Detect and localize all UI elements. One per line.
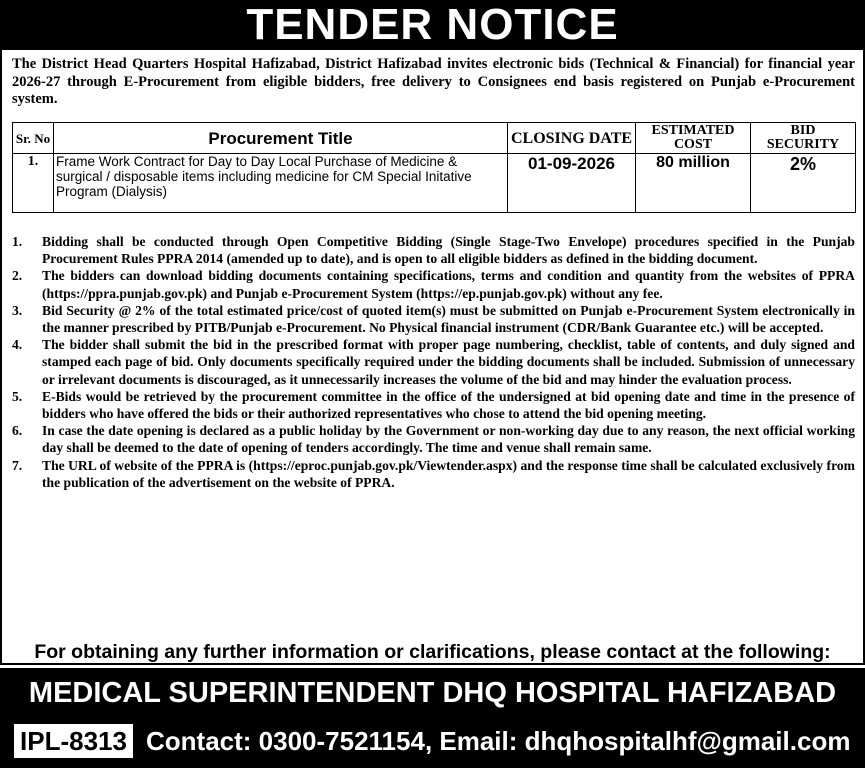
term-number: 1.: [12, 234, 23, 249]
list-item: [12, 267, 855, 301]
table-row: [13, 154, 856, 213]
term-number: 4.: [12, 337, 23, 353]
term-text: In case the date opening is declared as a public holiday by the Government or non-working day due to any reason, the next official working day shall be deemed to the date of opening of tenders accordingly. The time and venue shall remain same.: [42, 423, 855, 456]
cell-procurement-title: Frame Work Contract for Day to Day Local Purchase of Medicine & surgical / disposable items including medicine for CM Special Initative Program (Dialysis): [54, 154, 508, 213]
terms-list: [12, 233, 855, 491]
cell-estimated-cost: 80 million: [636, 154, 751, 213]
contact-instruction: For obtaining any further information or clarifications, please contact at the following:: [34, 641, 831, 663]
term-text: E-Bids would be retrieved by the procurement committee in the office of the undersigned at bid opening date and time in the presence of bidders who have offered the bids or their authorized representatives who chose to attend the bid opening meeting.: [42, 388, 855, 422]
term-text: The URL of website of the PPRA is (https://eproc.punjab.gov.pk/Viewtender.aspx) and the response time shall be calculated exclusively from the publication of the advertisement on the website of PPRA.: [42, 457, 855, 490]
term-number: 6.: [12, 423, 23, 439]
cell-sr-no: 1.: [13, 154, 54, 213]
table-header-row: [13, 123, 856, 154]
contact-details: Contact: 0300-7521154, Email: dhqhospitalhf@gmail.com: [146, 726, 851, 756]
term-number: 3.: [12, 302, 23, 318]
header-estimated-cost: ESTIMATED COST: [636, 123, 751, 154]
header-closing-date: CLOSING DATE: [508, 123, 636, 154]
term-number: 5.: [12, 388, 23, 404]
title-banner: [0, 0, 865, 50]
term-number: 7.: [12, 457, 23, 473]
term-text: The bidders can download bidding documents containing specifications, terms and condition and quantity from the websites of PPRA (https://ppra.punjab.gov.pk) and Punjab e-Procurement System (https://ep.punjab.gov.pk) without any fee.: [42, 268, 855, 301]
list-item: [12, 336, 855, 388]
intro-paragraph: The District Head Quarters Hospital Hafizabad, District Hafizabad invites electronic bids (Technical & Financial) for financial year 2026-27 through E-Procurement from eligible bidders, free delivery to Consignees end basis registered on Punjab e-Procurement system.: [12, 56, 855, 107]
header-sr-no: Sr. No: [13, 123, 54, 154]
list-item: [12, 302, 855, 336]
term-number: 2.: [12, 268, 23, 284]
officer-title: MEDICAL SUPERINTENDENT DHQ HOSPITAL HAFIZABAD: [28, 677, 837, 709]
list-item: [12, 233, 855, 267]
list-item: [12, 422, 855, 456]
header-bid-security: BID SECURITY: [751, 123, 856, 154]
list-item: [12, 457, 855, 491]
term-text: Bid Security @ 2% of the total estimated price/cost of quoted item(s) must be submitted on Punjab e-Procurement System electronically in the manner prescribed by PITB/Punjab e-Procurement. No Physical financial instrument (CDR/Bank Guarantee etc.) will be accepted.: [42, 302, 855, 336]
ipl-code: IPL-8313: [14, 724, 133, 758]
page-title: TENDER NOTICE: [246, 0, 619, 49]
header-procurement-title: Procurement Title: [54, 123, 508, 154]
procurement-table: [12, 122, 856, 213]
cell-bid-security: 2%: [751, 154, 856, 213]
list-item: [12, 388, 855, 422]
cell-closing-date: 01-09-2026: [508, 154, 636, 213]
term-text: The bidder shall submit the bid in the prescribed format with proper page numbering, checklist, table of contents, and duly signed and stamped each page of bid. Only documents specifically required under the bidding documents shall be included. Submission of unnecessary or irrelevant documents is discouraged, as it unnecessarily increases the volume of the bid and may hinder the evaluation process.: [42, 337, 855, 387]
term-text: Bidding shall be conducted through Open Competitive Bidding (Single Stage-Two Envelope) procedures specified in the Punjab Procurement Rules PPRA 2014 (amended up to date), and is open to all eligible bidders as defined in the bidding document.: [42, 234, 855, 267]
